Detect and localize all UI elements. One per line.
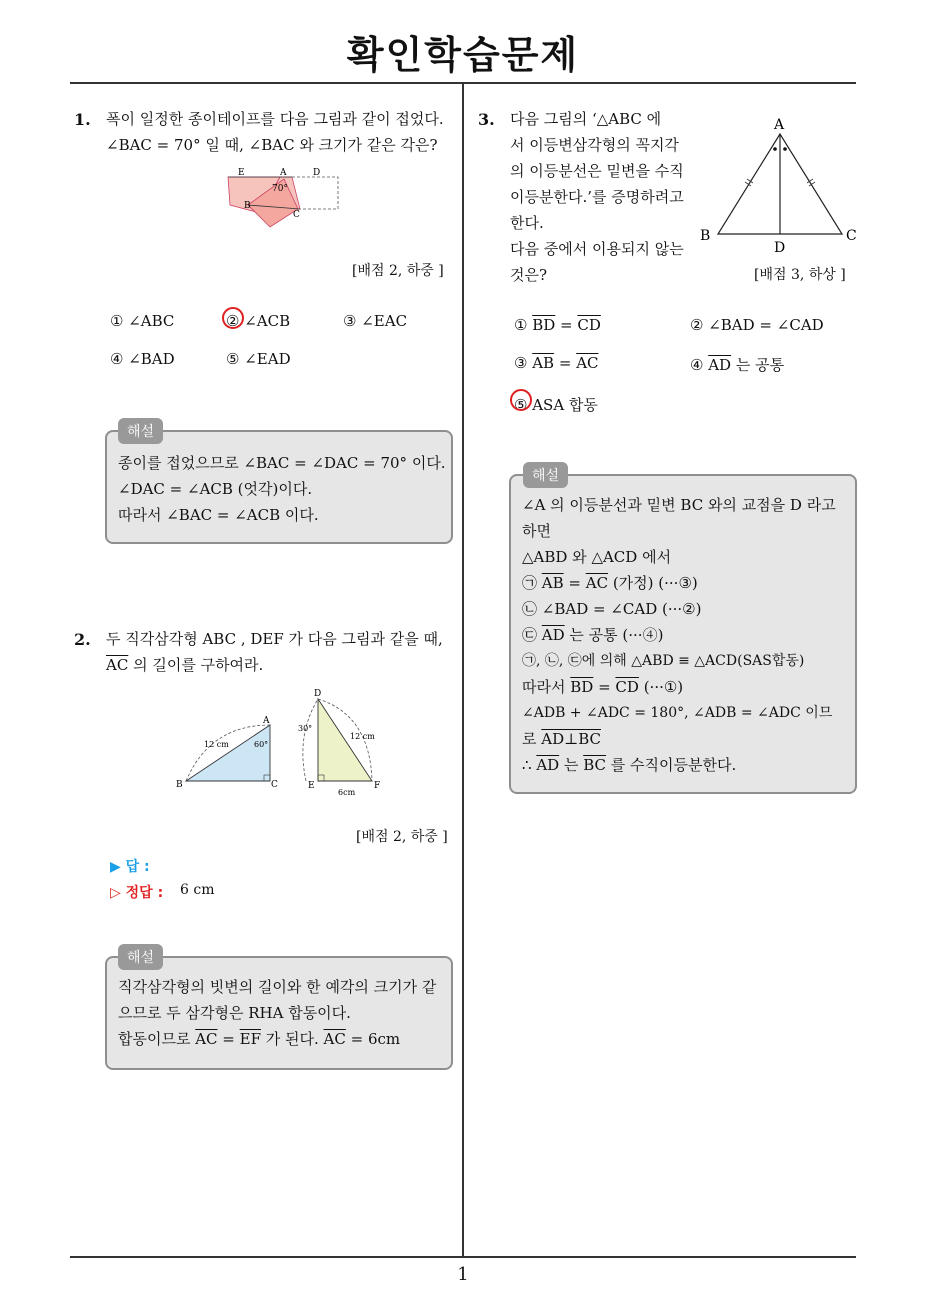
q3-text-line3: 의 이등분선은 밑변을 수직 xyxy=(510,162,684,180)
q3-e11-rest: 를 수직이등분한다. xyxy=(605,756,737,774)
q2-fig-len-df: 12 cm xyxy=(350,732,375,741)
q3-explanation-line6 xyxy=(522,622,663,648)
q3-e10-pre: 로 xyxy=(522,730,542,748)
q3-e4-a: $\overline{AB}$ xyxy=(541,574,564,592)
q2-explanation-line1: 직각삼각형의 빗변의 길이와 한 예각의 크기가 같 xyxy=(118,978,437,996)
q1-choice-1[interactable]: ① ∠ABC xyxy=(110,312,175,330)
q2-segment-ac: $\overline{AC}$ xyxy=(106,656,129,674)
q2-exp3-a: 합동이므로 xyxy=(118,1030,196,1048)
q3-choice-1[interactable] xyxy=(514,316,601,334)
q2-fig-E: E xyxy=(308,781,315,791)
q3-e8-pre: 따라서 xyxy=(522,678,571,696)
q3-c4-rest: 는 공통 xyxy=(731,356,785,374)
q1-fig-angle: 70° xyxy=(272,184,288,194)
q1-fig-D: D xyxy=(313,168,321,178)
q1-text-line2: ∠BAC = 70° 일 때, ∠BAC 와 크기가 같은 각은? xyxy=(106,136,438,154)
q2-exp3-ol3: $\overline{AC}$ xyxy=(323,1030,346,1048)
q3-fig-C: C xyxy=(846,228,857,244)
q2-fig-len-ab: 12 cm xyxy=(204,740,229,749)
q3-e11-pre: ∴ xyxy=(522,756,537,774)
q3-text-line6: 다음 중에서 이용되지 않는 xyxy=(510,240,684,258)
q2-text-line2 xyxy=(106,652,263,678)
q3-e4-b: $\overline{AC}$ xyxy=(585,574,609,592)
page-number: 1 xyxy=(457,1264,469,1285)
q2-number: 2. xyxy=(74,630,91,649)
q1-explanation-tag: 해설 xyxy=(118,418,163,444)
q1-fig-C: C xyxy=(293,210,300,220)
q1-explanation-line3: 따라서 ∠BAC = ∠ACB 이다. xyxy=(118,506,319,524)
q3-e11-b: $\overline{BC}$ xyxy=(583,756,606,774)
q3-explanation-line3: △ABD 와 △ACD 에서 xyxy=(522,548,672,566)
q3-text-line5: 한다. xyxy=(510,214,544,232)
q3-c4-a: $\overline{AD}$ xyxy=(708,356,732,374)
q3-explanation-line9: ∠ADB + ∠ADC = 180°, ∠ADB = ∠ADC 이므 xyxy=(522,705,833,721)
q3-e6-pre: ㉢ xyxy=(522,626,542,644)
q3-e10-a: AD⊥BC xyxy=(541,730,602,748)
q2-correct-value: 6 cm xyxy=(180,882,215,898)
q3-explanation-line2: 하면 xyxy=(522,522,551,540)
q3-c1-a: $\overline{BD}$ xyxy=(532,316,556,334)
q3-e8-b: $\overline{CD}$ xyxy=(615,678,639,696)
q1-answer-mark xyxy=(222,307,244,329)
q3-e8-rest: (···①) xyxy=(638,678,684,696)
q3-e4-mid: = xyxy=(563,574,586,592)
q2-text-line1: 두 직각삼각형 ABC , DEF 가 다음 그림과 같을 때, xyxy=(106,630,443,648)
q1-choice-2[interactable]: ② ∠ACB xyxy=(226,312,291,330)
q3-e11-mid: 는 xyxy=(559,756,584,774)
q3-fig-B: B xyxy=(700,228,711,244)
q2-exp3-b: = xyxy=(217,1030,240,1048)
q3-e6-rest: 는 공통 (···④) xyxy=(564,626,664,644)
q2-meta: [배점 2, 하중 ] xyxy=(356,829,448,845)
q3-text-line4: 이등분한다.’를 증명하려고 xyxy=(510,188,684,206)
q3-e8-mid: = xyxy=(593,678,616,696)
q3-figure xyxy=(696,112,862,258)
q1-choice-3[interactable]: ③ ∠EAC xyxy=(343,312,408,330)
q2-exp3-c: 가 된다. xyxy=(261,1030,324,1048)
q3-c1-b: $\overline{CD}$ xyxy=(577,316,601,334)
q3-explanation-line10 xyxy=(522,726,601,752)
q2-fig-len-ef: 6cm xyxy=(338,788,356,797)
q2-text-line2-rest: 의 길이를 구하여라. xyxy=(128,656,264,674)
q3-explanation-line4 xyxy=(522,570,698,596)
q2-fig-C: C xyxy=(271,780,278,790)
q2-fig-F: F xyxy=(374,781,381,791)
q3-e4-pre: ㉠ xyxy=(522,574,542,592)
q3-explanation-line1: ∠A 의 이등분선과 밑변 BC 와의 교점을 D 라고 xyxy=(522,496,836,514)
q2-correct-label: ▷ 정답 : xyxy=(110,885,164,901)
column-divider xyxy=(462,83,464,1258)
q3-answer-mark xyxy=(510,389,532,411)
q3-fig-A: A xyxy=(774,117,785,133)
q3-c3-b: $\overline{AC}$ xyxy=(576,354,599,372)
q3-c1-pre: ① xyxy=(514,316,533,334)
q3-choice-3[interactable] xyxy=(514,354,599,372)
q1-choice-4[interactable]: ④ ∠BAD xyxy=(110,350,175,368)
q3-c3-pre: ③ xyxy=(514,354,533,372)
q3-e6-a: $\overline{AD}$ xyxy=(541,626,565,644)
q3-text-line7: 것은? xyxy=(510,266,548,284)
q2-fig-B: B xyxy=(176,780,183,790)
q3-choice-4[interactable] xyxy=(690,354,784,375)
q2-exp3-ol1: $\overline{AC}$ xyxy=(195,1030,218,1048)
q3-text-line2: 서 이등변삼각형의 꼭지각 xyxy=(510,136,679,154)
q1-number: 1. xyxy=(74,110,91,129)
q3-choice-5[interactable]: ⑤ ASA 합동 xyxy=(514,396,598,414)
q3-explanation-line5: ㉡ ∠BAD = ∠CAD (···②) xyxy=(522,600,702,618)
q1-choice-5[interactable]: ⑤ ∠EAD xyxy=(226,350,291,368)
q3-e4-rest: (가정) (···③) xyxy=(608,574,698,592)
q3-number: 3. xyxy=(478,110,495,129)
q3-explanation-line8 xyxy=(522,674,683,700)
q1-fig-E: E xyxy=(238,168,245,178)
q3-c4-pre: ④ xyxy=(690,356,709,374)
q3-c3-a: $\overline{AB}$ xyxy=(532,354,555,372)
q1-text-line1: 폭이 일정한 종이테이프를 다음 그림과 같이 접었다. xyxy=(106,110,444,128)
q2-explanation-line3 xyxy=(118,1026,400,1052)
q2-explanation-line2: 으므로 두 삼각형은 RHA 합동이다. xyxy=(118,1004,351,1022)
q1-explanation-line1: 종이를 접었으므로 ∠BAC = ∠DAC = 70° 이다. xyxy=(118,454,446,472)
q3-text-line1: 다음 그림의 ‘△ABC 에 xyxy=(510,110,662,128)
q2-exp3-d: = 6cm xyxy=(345,1030,401,1048)
q2-fig-A: A xyxy=(263,716,270,726)
q3-c3-mid: = xyxy=(554,354,577,372)
q2-figure xyxy=(170,685,390,800)
q2-fig-angle-a: 60° xyxy=(254,740,269,749)
q3-e11-a: $\overline{AD}$ xyxy=(536,756,560,774)
q3-explanation-line11 xyxy=(522,752,736,778)
q3-explanation-tag: 해설 xyxy=(523,462,568,488)
q3-explanation-line7: ㉠, ㉡, ㉢에 의해 △ABD ≡ △ACD(SAS합동) xyxy=(522,653,805,669)
q1-figure xyxy=(220,165,340,235)
q2-exp3-ol2: $\overline{EF}$ xyxy=(239,1030,261,1048)
q2-answer-label: ▶ 답 : xyxy=(110,859,150,875)
q3-choice-2[interactable]: ② ∠BAD = ∠CAD xyxy=(690,316,824,334)
q2-explanation-tag: 해설 xyxy=(118,944,163,970)
q3-e8-a: $\overline{BD}$ xyxy=(570,678,594,696)
q3-fig-D: D xyxy=(774,240,786,256)
q3-c1-mid: = xyxy=(555,316,578,334)
q1-fig-A: A xyxy=(280,168,287,178)
q1-explanation-line2: ∠DAC = ∠ACB (엇각)이다. xyxy=(118,480,313,498)
q2-fig-D: D xyxy=(314,689,322,699)
footer-rule xyxy=(70,1256,856,1258)
q3-meta: [배점 3, 하상 ] xyxy=(754,267,846,283)
q2-fig-angle-d: 30° xyxy=(298,724,313,733)
q1-meta: [배점 2, 하중 ] xyxy=(352,263,444,279)
page-title: 확인학습문제 xyxy=(346,33,580,77)
q1-fig-B: B xyxy=(244,201,251,211)
